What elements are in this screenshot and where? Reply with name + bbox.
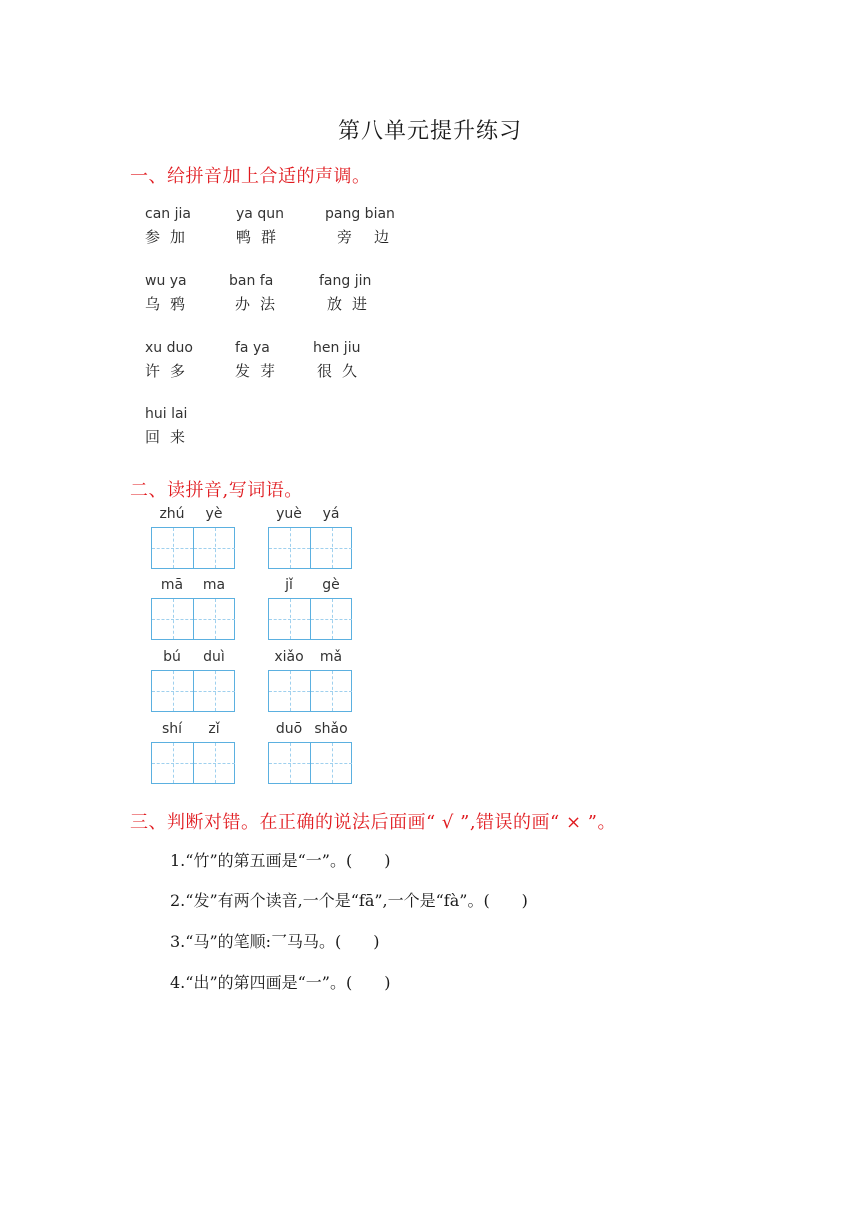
grid-pinyin	[151, 506, 235, 524]
pinyin-item	[313, 340, 367, 381]
grid-cell[interactable]	[269, 671, 311, 711]
grid-cell[interactable]	[269, 599, 311, 639]
hanzi-text: 发芽	[235, 362, 286, 380]
grid-pinyin-syllable: mǎ	[319, 649, 343, 665]
grid-pinyin-syllable: bú	[163, 649, 181, 665]
tian-grid[interactable]	[268, 670, 352, 712]
grid-cell[interactable]	[194, 528, 235, 568]
grid-cell[interactable]	[194, 599, 235, 639]
hanzi-text: 旁边	[337, 228, 412, 246]
grid-pinyin-syllable: zǐ	[208, 721, 220, 737]
hanzi-text: 许多	[145, 362, 196, 380]
grid-pinyin-syllable: duō	[275, 721, 303, 737]
question-3: 3.“马”的笔顺:乛马马。( )	[170, 932, 380, 951]
pinyin-text: hen jiu	[313, 340, 361, 356]
grid-pinyin-syllable: shǎo	[314, 721, 348, 737]
pinyin-text: xu duo	[145, 340, 193, 356]
grid-cell[interactable]	[311, 743, 352, 783]
grid-pinyin	[268, 721, 352, 739]
grid-pinyin	[151, 577, 235, 595]
grid-cell[interactable]	[311, 599, 352, 639]
grid-pinyin	[151, 721, 235, 739]
grid-pinyin-syllable: xiǎo	[274, 649, 304, 665]
pinyin-text: wu ya	[145, 273, 187, 289]
hanzi-text: 回来	[145, 428, 196, 446]
hanzi-text: 办法	[235, 295, 286, 313]
pinyin-text: ban fa	[229, 273, 274, 289]
grid-cell[interactable]	[194, 671, 235, 711]
section-2-heading: 二、读拼音,写词语。	[130, 480, 303, 501]
pinyin-item	[145, 206, 195, 247]
hanzi-text: 参加	[145, 228, 196, 246]
pinyin-item	[319, 273, 377, 314]
pinyin-item	[325, 206, 411, 247]
hanzi-text: 很久	[317, 362, 368, 380]
section-1-heading: 一、给拼音加上合适的声调。	[130, 166, 371, 187]
question-4: 4.“出”的第四画是“一”。( )	[170, 973, 391, 992]
grid-pinyin-syllable: mā	[160, 577, 184, 593]
grid-pinyin	[268, 506, 352, 524]
tian-grid[interactable]	[151, 742, 235, 784]
grid-cell[interactable]	[269, 743, 311, 783]
question-2: 2.“发”有两个读音,一个是“fā”,一个是“fà”。( )	[170, 891, 528, 910]
pinyin-text: pang bian	[325, 206, 395, 222]
grid-cell[interactable]	[152, 528, 194, 568]
grid-pinyin-syllable: yè	[205, 506, 223, 522]
grid-cell[interactable]	[152, 671, 194, 711]
pinyin-item	[145, 340, 195, 381]
grid-pinyin-syllable: shí	[161, 721, 183, 737]
grid-pinyin-syllable: jǐ	[285, 577, 293, 593]
pinyin-text: fa ya	[235, 340, 270, 356]
pinyin-text: can jia	[145, 206, 191, 222]
tian-grid[interactable]	[268, 527, 352, 569]
pinyin-item	[145, 406, 195, 447]
grid-pinyin-syllable: yuè	[276, 506, 302, 522]
grid-cell[interactable]	[194, 743, 235, 783]
grid-cell[interactable]	[311, 671, 352, 711]
question-1: 1.“竹”的第五画是“一”。( )	[170, 851, 391, 870]
pinyin-text: hui lai	[145, 406, 188, 422]
pinyin-text: fang jin	[319, 273, 372, 289]
pinyin-item	[235, 340, 285, 381]
tian-grid[interactable]	[268, 598, 352, 640]
grid-pinyin-syllable: gè	[322, 577, 340, 593]
pinyin-item	[229, 273, 285, 314]
hanzi-text: 鸭群	[236, 228, 287, 246]
grid-cell[interactable]	[152, 743, 194, 783]
grid-pinyin-syllable: ma	[202, 577, 226, 593]
hanzi-text: 乌鸦	[145, 295, 196, 313]
page-title: 第八单元提升练习	[337, 119, 522, 144]
grid-pinyin	[268, 577, 352, 595]
grid-pinyin-syllable: duì	[203, 649, 225, 665]
hanzi-text: 放进	[327, 295, 378, 313]
grid-pinyin-syllable: zhú	[159, 506, 185, 522]
grid-cell[interactable]	[269, 528, 311, 568]
tian-grid[interactable]	[151, 670, 235, 712]
pinyin-text: ya qun	[236, 206, 284, 222]
grid-cell[interactable]	[152, 599, 194, 639]
pinyin-item	[236, 206, 286, 247]
pinyin-item	[145, 273, 195, 314]
grid-pinyin-syllable: yá	[322, 506, 340, 522]
section-3-heading: 三、判断对错。在正确的说法后面画“ √ ”,错误的画“ × ”。	[130, 812, 616, 833]
grid-cell[interactable]	[311, 528, 352, 568]
tian-grid[interactable]	[151, 527, 235, 569]
grid-pinyin	[151, 649, 235, 667]
tian-grid[interactable]	[151, 598, 235, 640]
grid-pinyin	[268, 649, 352, 667]
tian-grid[interactable]	[268, 742, 352, 784]
